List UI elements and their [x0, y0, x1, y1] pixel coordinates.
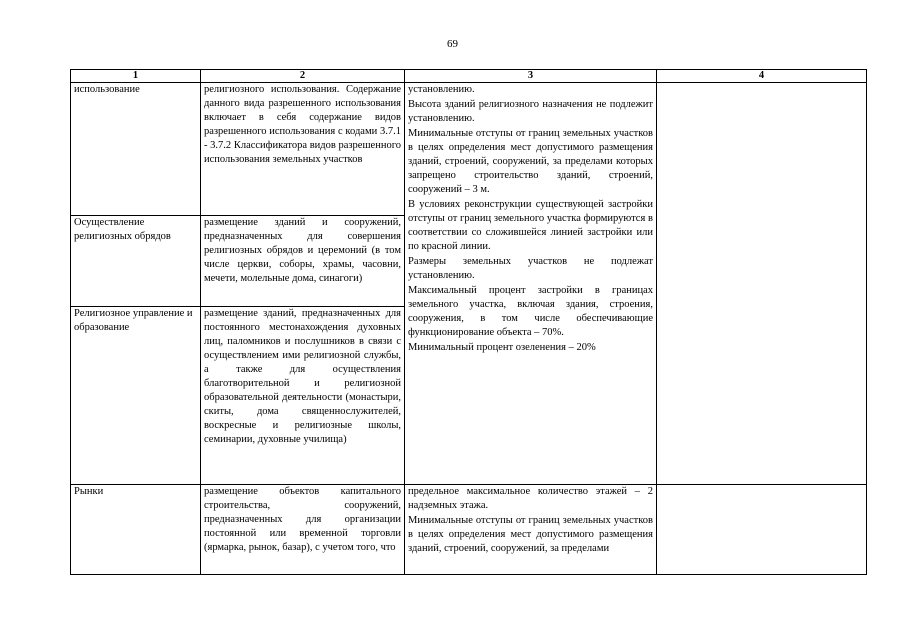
- use-type-name: Религиозное управление и образование: [71, 307, 201, 485]
- parameter-text: Высота зданий религиозного назначения не подлежит установлению.: [408, 99, 653, 124]
- use-type-description: размещение зданий и сооружений, предназначенных для совершения религиозных обрядов и церемоний (в том числе церкви, соборы, храмы, часовни, мечети, молельные дома, синагоги): [201, 216, 405, 307]
- table-row: [71, 485, 867, 575]
- column-header: 2: [201, 70, 405, 83]
- parameter-text: Максимальный процент застройки в границах земельного участка, включая здания, строения, сооружения, в том числе обеспечивающие функционирование объекта – 70%.: [408, 285, 653, 338]
- table-row: [71, 83, 867, 216]
- regulation-table: [70, 69, 867, 575]
- column-header: 4: [657, 70, 867, 83]
- use-type-description: размещение зданий, предназначенных для постоянного местонахождения духовных лиц, паломников и послушников в связи с осуществлением ими религиозной службы, а также для осуществления благотворительной и религиозной образовательной деятельности (монастыри, скиты, дома священнослужителей, воскресные и религиозные школы, семинарии, духовные училища): [201, 307, 405, 485]
- use-type-description-cell: [201, 485, 405, 575]
- table-header-row: [71, 70, 867, 83]
- parameter-text: В условиях реконструкции существующей застройки отступы от границ земельного участка формируются в соответствии со сложившейся линией застройки или по красной линии.: [408, 199, 653, 252]
- parameter-text: установлению.: [408, 84, 475, 95]
- parameters-cell: [405, 485, 657, 575]
- use-type-name: Рынки: [71, 485, 201, 575]
- page-number: 69: [447, 38, 458, 50]
- parameter-text: Минимальные отступы от границ земельных участков в целях определения мест допустимого размещения зданий, строений, сооружений, за пределами: [408, 515, 653, 554]
- notes-cell: [657, 83, 867, 485]
- use-type-description: религиозного использования. Содержание данного вида разрешенного использования включает в себя содержание видов разрешенного использования с кодами 3.7.1 - 3.7.2 Классификатора видов разрешенного использования земельных участков: [201, 83, 405, 216]
- use-type-name: использование: [71, 83, 201, 216]
- parameter-text: Минимальный процент озеленения – 20%: [408, 342, 596, 353]
- use-type-description: размещение объектов капитального строительства, сооружений, предназначенных для организации постоянной или временной торговли (ярмарка, рынок, базар), с учетом того, что: [204, 486, 401, 553]
- parameter-text: Минимальные отступы от границ земельных участков в целях определения мест допустимого размещения зданий, строений, сооружений, за пределами которых запрещено строительство зданий, строений, сооружений – 3 м.: [408, 128, 653, 195]
- parameter-text: Размеры земельных участков не подлежат установлению.: [408, 256, 653, 281]
- parameters-cell: [405, 83, 657, 485]
- column-header: 1: [71, 70, 201, 83]
- parameter-text: предельное максимальное количество этажей – 2 надземных этажа.: [408, 486, 653, 511]
- notes-cell: [657, 485, 867, 575]
- column-header: 3: [405, 70, 657, 83]
- use-type-name: Осуществление религиозных обрядов: [71, 216, 201, 307]
